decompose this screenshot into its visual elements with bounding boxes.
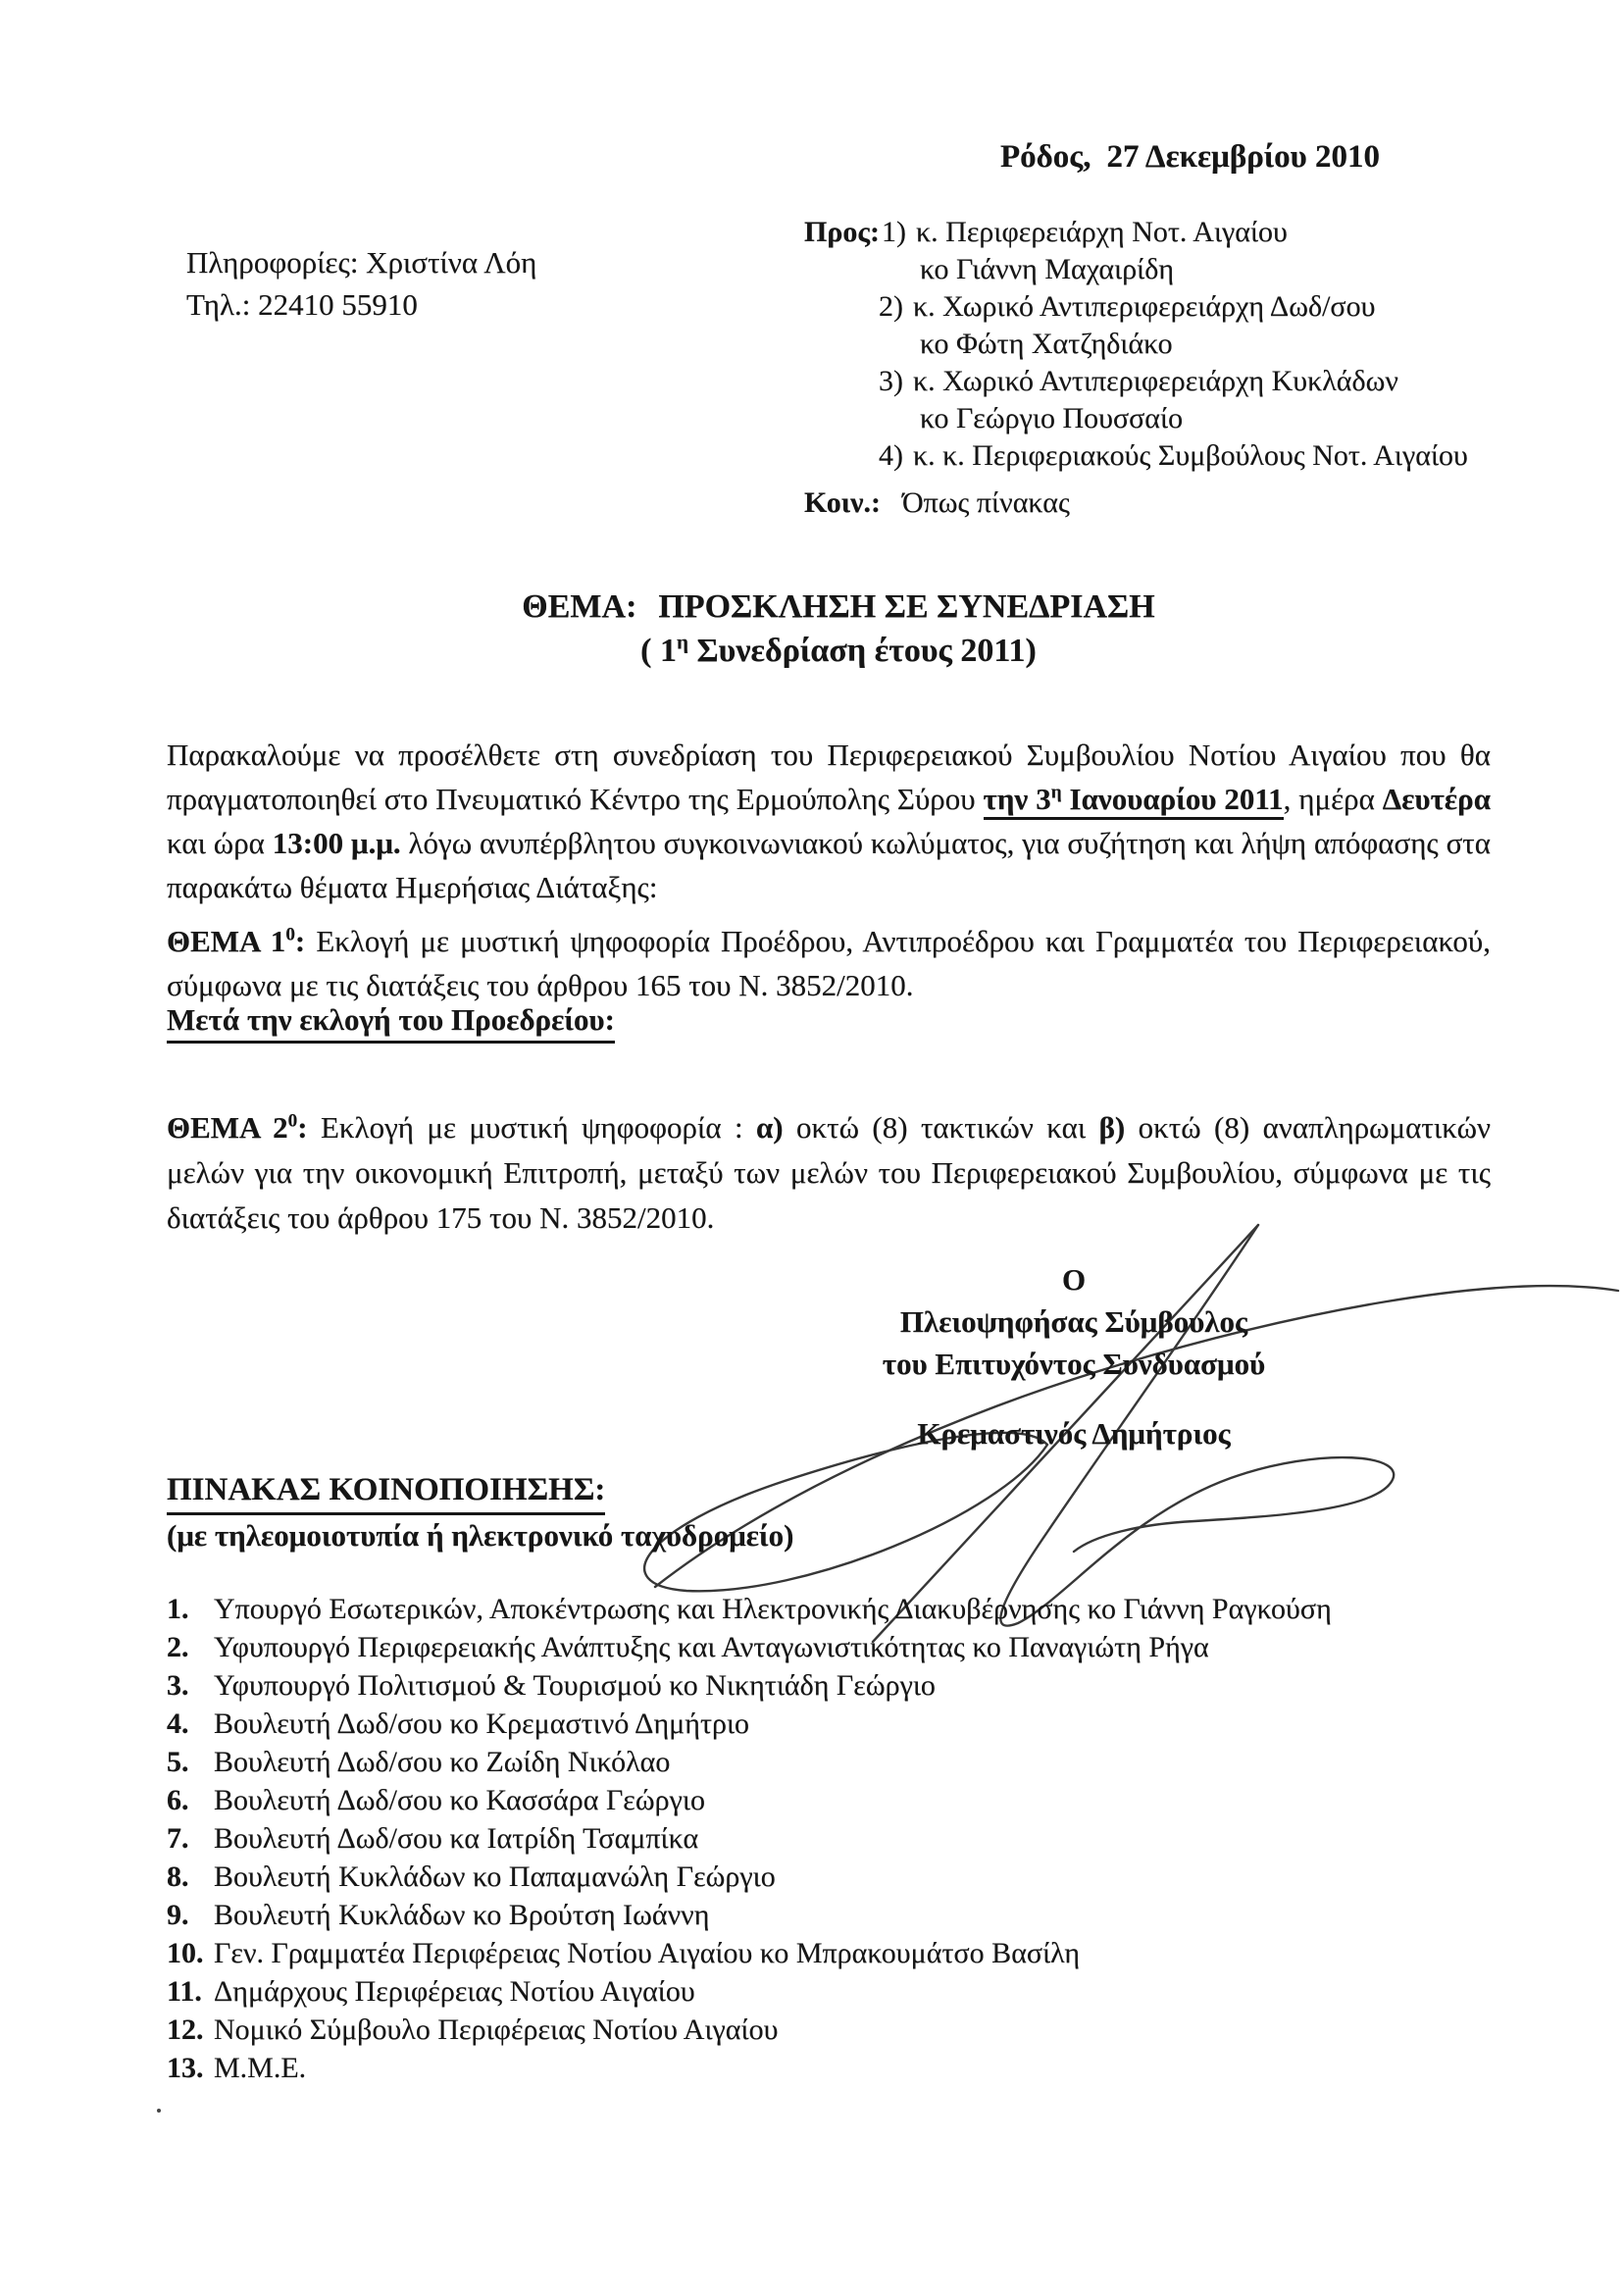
cc-line [804,486,1070,520]
recipient-number: 1) [882,216,907,248]
meeting-date-pre: την 3 [983,782,1051,816]
recipient-text: κ. Χωρικό Αντιπεριφερειάρχη Δωδ/σου [913,290,1376,323]
list-item-text: Υφυπουργό Περιφερειακής Ανάπτυξης και Ανταγωνιστικότητας κο Παναγιώτη Ρήγα [214,1631,1209,1663]
recipient-row [804,437,1478,475]
meeting-time-emphasis: 13:00 μ.μ. [272,826,401,860]
recipient-text: κ. Περιφερειάρχη Νοτ. Αιγαίου [916,216,1288,248]
recipient-row [804,363,1478,400]
list-item-number: 4. [167,1708,189,1740]
signature-honorific: Ο [1061,1262,1087,1297]
subject-subtitle-pre: ( 1 [640,633,677,669]
recipient-text: κ. Χωρικό Αντιπεριφερειάρχη Κυκλάδων [913,365,1398,397]
topic1-text: Εκλογή με μυστική ψηφοφορία Προέδρου, Αντιπροέδρου και Γραμματέα του Περιφερειακού, σύμφωνα με τις διατάξεις του άρθρου 165 του Ν. 3852/2010. [167,924,1491,1002]
intro-text: λόγω ανυπέρβλητου συγκοινωνιακού κωλύματος, για συζήτηση και λήψη απόφασης στα παρακάτω θέματα Ημερήσιας Διάταξης: [167,826,1491,904]
topic1-label-pre: ΘΕΜΑ 1 [167,924,286,958]
topic2-text: Εκλογή με μυστική ψηφοφορία : [307,1110,756,1145]
signatory-name: Κρεμαστινός Δημήτριος [917,1416,1231,1451]
signature-role-line2: του Επιτυχόντος Συνδυασμού [882,1347,1266,1381]
recipient-row [804,251,1478,288]
cc-label: Κοιν.: [804,486,881,519]
topic2-label-sup: 0 [287,1110,298,1132]
recipient-text: κο Γιάννη Μαχαιρίδη [920,253,1175,285]
list-item-text: Γεν. Γραμματέα Περιφέρειας Νοτίου Αιγαίου κο Μπρακουμάτσο Βασίλη [214,1937,1081,1969]
topic1-label-post: : [294,924,306,958]
list-item-number: 10. [167,1937,204,1969]
topic2-item-b: β) [1098,1110,1126,1145]
topic2-paragraph [167,1105,1491,1241]
distribution-subtitle: (με τηλεομοιοτυπία ή ηλεκτρονικό ταχυδρομείο) [167,1518,794,1553]
distribution-list [167,1590,1332,2087]
list-item [167,1666,1332,1705]
list-item-number: 5. [167,1746,189,1778]
distribution-title [167,1472,605,1515]
list-item [167,1628,1332,1666]
distribution-title-text: ΠΙΝΑΚΑΣ ΚΟΙΝΟΠΟΙΗΣΗΣ: [167,1472,605,1515]
intro-text: , ημέρα [1283,782,1383,816]
recipient-row [804,214,1478,251]
list-item [167,2049,1332,2087]
recipient-number: 2) [879,290,903,323]
meeting-day-emphasis: Δευτέρα [1382,782,1491,816]
topic1-label-sup: 0 [285,924,295,945]
interim-heading [167,1002,615,1044]
topic2-label-pre: ΘΕΜΑ 2 [167,1110,288,1145]
list-item-number: 8. [167,1861,189,1893]
recipients-block [804,214,1478,475]
subject-label: ΘΕΜΑ: [522,588,637,625]
topic2-text: οκτώ (8) αναπληρωματικών μελών για την οικονομική Επιτροπή, μεταξύ των μελών του Περιφερειακού Συμβουλίου, σύμφωνα με τις διατάξεις του άρθρου 175 του Ν. 3852/2010. [167,1110,1491,1235]
list-item-number: 9. [167,1899,189,1931]
list-item-text: Υφυπουργό Πολιτισμού & Τουρισμού κο Νικητιάδη Γεώργιο [214,1669,936,1702]
topic1-paragraph [167,919,1491,1007]
date-city: Ρόδος, [1000,139,1091,175]
recipient-number: 3) [879,365,903,397]
list-item-text: Υπουργό Εσωτερικών, Αποκέντρωσης και Ηλεκτρονικής Διακυβέρνησης κο Γιάννη Ραγκούση [214,1593,1332,1625]
list-item [167,1858,1332,1896]
list-item-number: 6. [167,1784,189,1816]
recipient-row [804,288,1478,326]
subject-text: ΠΡΟΣΚΛΗΣΗ ΣΕ ΣΥΝΕΔΡΙΑΣΗ [658,588,1155,625]
subject-title [162,585,1515,629]
list-item-text: Δημάρχους Περιφέρειας Νοτίου Αιγαίου [214,1975,695,2008]
contact-phone: Τηλ.: 22410 55910 [186,287,418,322]
meeting-date-emphasis [984,782,1284,820]
list-item-text: Βουλευτή Δωδ/σου κο Κασσάρα Γεώργιο [214,1784,705,1816]
list-item [167,1705,1332,1743]
subject-subtitle-sup: η [676,630,688,654]
signature-stroke-loop-left [644,1433,1047,1591]
list-item-number: 11. [167,1975,202,2008]
meeting-date-post: Ιανουαρίου 2011 [1061,782,1284,816]
list-item [167,1819,1332,1858]
subject-subtitle [162,629,1515,673]
list-item-text: Βουλευτή Κυκλάδων κο Βρούτση Ιωάννη [214,1899,710,1931]
topic2-label [167,1110,308,1145]
list-item-text: Μ.Μ.Ε. [214,2052,307,2084]
list-item-text: Νομικό Σύμβουλο Περιφέρειας Νοτίου Αιγαίου [214,2014,779,2046]
list-item [167,1896,1332,1934]
list-item [167,1781,1332,1819]
intro-paragraph [167,733,1491,909]
list-item-text: Βουλευτή Κυκλάδων κο Παπαμανώλη Γεώργιο [214,1861,776,1893]
topic1-label [167,924,305,958]
list-item-text: Βουλευτή Δωδ/σου κο Ζωίδη Νικόλαο [214,1746,671,1778]
interim-heading-text: Μετά την εκλογή του Προεδρείου: [167,1002,615,1044]
recipient-number: 4) [879,439,903,472]
recipient-text: κο Γεώργιο Πουσσαίο [920,402,1184,434]
list-item [167,1743,1332,1781]
list-item [167,1590,1332,1628]
list-item [167,2011,1332,2049]
intro-text: και ώρα [167,826,273,860]
scan-speck [157,2109,161,2113]
list-item-number: 7. [167,1822,189,1855]
topic2-text: οκτώ (8) τακτικών και [783,1110,1099,1145]
signature-role-line1: Πλειοψηφήσας Σύμβουλος [899,1304,1248,1339]
list-item [167,1934,1332,1972]
date-value: 27 Δεκεμβρίου 2010 [1106,139,1380,175]
meeting-date-sup: η [1050,782,1062,803]
subject-block [162,585,1515,673]
list-item-number: 1. [167,1593,189,1625]
recipients-label: Προς: [804,216,881,248]
recipient-row [804,326,1478,363]
subject-subtitle-post: Συνεδρίαση έτους 2011) [687,633,1037,669]
contact-block [186,241,536,326]
list-item [167,1972,1332,2011]
recipient-text: κο Φώτη Χατζηδιάκο [920,328,1173,360]
list-item-text: Βουλευτή Δωδ/σου κο Κρεμαστινό Δημήτριο [214,1708,750,1740]
contact-info: Πληροφορίες: Χριστίνα Λόη [186,245,537,280]
list-item-number: 12. [167,2014,204,2046]
cc-text: Όπως πίνακας [901,486,1070,519]
recipient-row [804,400,1478,437]
intro-text: Παρακαλούμε να προσέλθετε στη συνεδρίαση του Περιφερειακού Συμβουλίου Νοτίου Αιγαίου που θα πραγματοποιηθεί στο Πνευματικό Κέντρο της Ερμούπολης Σύρου [167,738,1491,816]
list-item-number: 13. [167,2052,204,2084]
date-line [1000,139,1380,176]
list-item-number: 2. [167,1631,189,1663]
recipient-text: κ. κ. Περιφεριακούς Συμβούλους Νοτ. Αιγαίου [913,439,1468,472]
topic2-label-post: : [297,1110,308,1145]
list-item-text: Βουλευτή Δωδ/σου κα Ιατρίδη Τσαμπίκα [214,1822,699,1855]
signature-block [775,1258,1373,1454]
topic2-item-a: α) [756,1110,784,1145]
list-item-number: 3. [167,1669,189,1702]
